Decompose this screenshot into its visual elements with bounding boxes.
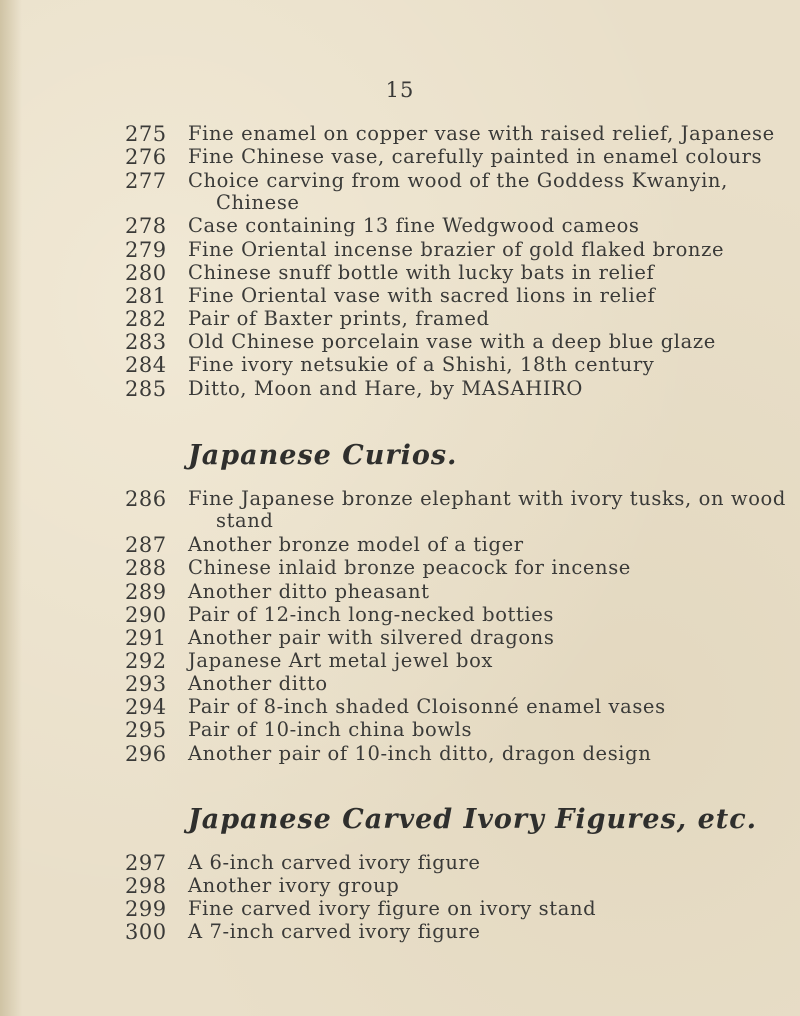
- lot-description: Another ivory group: [188, 874, 400, 897]
- lot-description-line: Fine Japanese bronze elephant with ivory tusks, on wood: [188, 487, 786, 510]
- lot-description: Pair of 12-inch long-necked botties: [188, 603, 555, 626]
- lot-number: 285: [125, 377, 167, 401]
- lot-description: Pair of 10-inch china bowls: [188, 718, 473, 741]
- lot-description: Another pair of 10-inch ditto, dragon design: [188, 742, 652, 765]
- lot-number: 277: [125, 169, 167, 193]
- lot-number: 295: [125, 718, 167, 742]
- lot-description: A 6-inch carved ivory figure: [188, 851, 481, 874]
- lot-description: Ditto, Moon and Hare, by MASAHIRO: [188, 377, 584, 400]
- lot-number: 282: [125, 307, 167, 331]
- lot-description: Japanese Art metal jewel box: [188, 649, 494, 672]
- lot-description-continuation: stand: [216, 509, 274, 532]
- lot-description: Fine ivory netsukie of a Shishi, 18th century: [188, 353, 655, 376]
- lot-number: 299: [125, 897, 167, 921]
- lot-number: 284: [125, 353, 167, 377]
- lot-number: 298: [125, 874, 167, 898]
- section-heading-japanese-curios: Japanese Curios.: [188, 440, 458, 471]
- lot-number: 300: [125, 920, 167, 944]
- lot-number: 291: [125, 626, 167, 650]
- lot-description: Another bronze model of a tiger: [188, 533, 524, 556]
- lot-description: Case containing 13 fine Wedgwood cameos: [188, 214, 640, 237]
- lot-number: 293: [125, 672, 167, 696]
- lot-description: Fine Oriental vase with sacred lions in relief: [188, 284, 656, 307]
- lot-description: [188, 488, 788, 532]
- lot-number: 278: [125, 214, 167, 238]
- lot-description: Chinese snuff bottle with lucky bats in relief: [188, 261, 655, 284]
- lot-description: Another pair with silvered dragons: [188, 626, 555, 649]
- lot-number: 275: [125, 122, 167, 146]
- lot-number: 279: [125, 238, 167, 262]
- lot-description: Fine Chinese vase, carefully painted in enamel colours: [188, 145, 763, 168]
- lot-number: 287: [125, 533, 167, 557]
- lot-number: 292: [125, 649, 167, 673]
- lot-description: Another ditto pheasant: [188, 580, 430, 603]
- lot-description: [188, 170, 788, 214]
- lot-description: A 7-inch carved ivory figure: [188, 920, 481, 943]
- lot-number: 288: [125, 556, 167, 580]
- lot-description: Fine carved ivory figure on ivory stand: [188, 897, 597, 920]
- lot-number: 290: [125, 603, 167, 627]
- lot-number: 283: [125, 330, 167, 354]
- section-heading-carved-ivory-figures: Japanese Carved Ivory Figures, etc.: [188, 804, 758, 835]
- lot-number: 281: [125, 284, 167, 308]
- lot-number: 286: [125, 487, 167, 511]
- lot-description-continuation: Chinese: [216, 191, 300, 214]
- lot-description: Chinese inlaid bronze peacock for incense: [188, 556, 631, 579]
- lot-description: Old Chinese porcelain vase with a deep blue glaze: [188, 330, 716, 353]
- lot-description: Fine Oriental incense brazier of gold flaked bronze: [188, 238, 725, 261]
- lot-number: 297: [125, 851, 167, 875]
- lot-description: Pair of Baxter prints, framed: [188, 307, 490, 330]
- page-binding-edge: [0, 0, 22, 1016]
- lot-number: 276: [125, 145, 167, 169]
- lot-description-line: Choice carving from wood of the Goddess Kwanyin,: [188, 169, 728, 192]
- lot-number: 289: [125, 580, 167, 604]
- lot-description: Fine enamel on copper vase with raised relief, Japanese: [188, 122, 775, 145]
- page-number: 15: [385, 78, 415, 102]
- lot-number: 296: [125, 742, 167, 766]
- lot-description: Pair of 8-inch shaded Cloisonné enamel vases: [188, 695, 666, 718]
- lot-number: 280: [125, 261, 167, 285]
- lot-description: Another ditto: [188, 672, 328, 695]
- lot-number: 294: [125, 695, 167, 719]
